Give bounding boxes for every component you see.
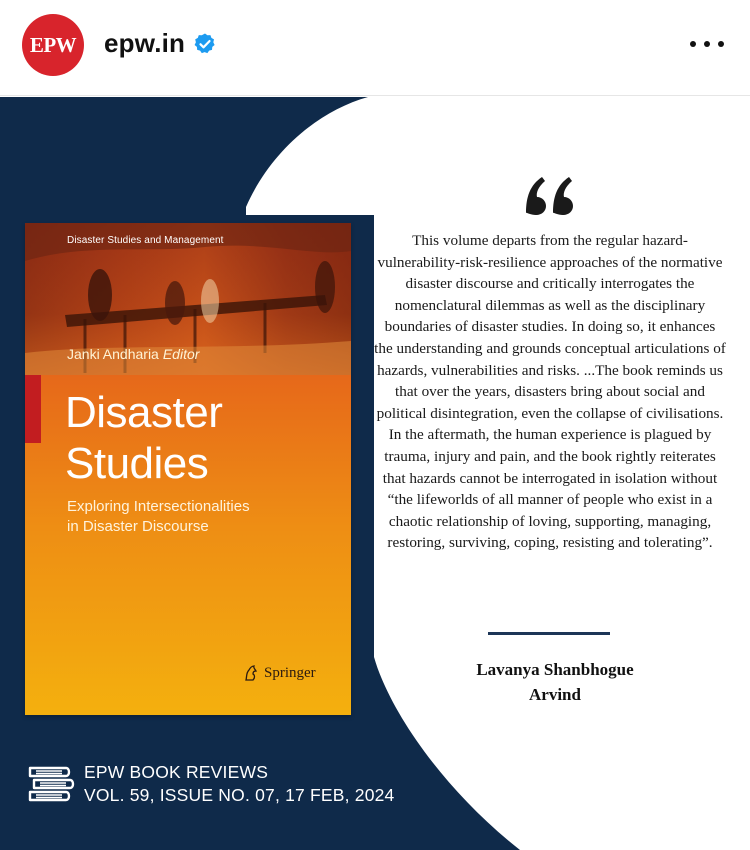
book-title-line: Studies <box>65 439 209 488</box>
avatar[interactable] <box>22 14 84 76</box>
quote-mark-icon <box>522 175 578 215</box>
reviewer-name <box>420 657 690 707</box>
book-title <box>65 387 222 489</box>
review-quote: This volume departs from the regular hazard-vulnerability-risk-resilience approaches of the normative disaster discourse and critically interrogates the nomenclatural dilemmas as well as the disciplinary boundaries of disaster studies. In doing so, it enhances the understanding and grounds conceptual articulations of hazards, vulnerabilities and risks. ...The book reminds us that over the years, disasters bring about social and political disintegration, even the collapse of civilisations. In the aftermath, the human experience is plagued by trauma, injury and pain, and the book rightly reiterates that hazards cannot be interrogated in isolation without “the lifeworlds of all manner of people who exist in a chaotic relationship of loving, supporting, managing, restoring, surviving, coping, resisting and tolerating”. <box>374 232 726 552</box>
more-dot-icon <box>704 41 710 47</box>
more-options-button[interactable] <box>690 30 724 58</box>
publisher-name: Springer <box>264 664 316 681</box>
issue-details: VOL. 59, ISSUE NO. 07, 17 FEB, 2024 <box>84 785 395 805</box>
more-dot-icon <box>718 41 724 47</box>
book-title-line: Disaster <box>65 388 223 437</box>
quote-divider <box>488 632 610 635</box>
book-cover <box>25 223 351 715</box>
cover-red-band <box>25 375 41 443</box>
editor-name: Janki Andharia <box>67 346 159 362</box>
avatar-text: EPW <box>29 32 77 57</box>
post-image[interactable] <box>0 97 750 850</box>
books-stack-icon <box>26 762 76 806</box>
reviewer-name-line: Lavanya Shanbhogue <box>476 660 634 679</box>
issue-label <box>26 761 395 807</box>
verified-badge-icon <box>193 32 217 56</box>
issue-text <box>84 761 395 807</box>
book-subtitle <box>67 497 327 537</box>
book-subtitle-line: in Disaster Discourse <box>67 518 209 535</box>
more-dot-icon <box>690 41 696 47</box>
account-name[interactable]: epw.in <box>104 28 186 58</box>
publisher-logo <box>243 664 316 682</box>
account <box>104 28 217 59</box>
cover-series-label: Disaster Studies and Management <box>67 235 224 246</box>
book-subtitle-line: Exploring Intersectionalities <box>67 498 250 515</box>
springer-horse-icon <box>243 664 259 682</box>
editor-role: Editor <box>162 346 200 362</box>
issue-series-label: EPW BOOK REVIEWS <box>84 762 269 782</box>
post-header <box>0 0 750 96</box>
reviewer-name-line: Arvind <box>529 685 581 704</box>
cover-photo <box>25 223 351 375</box>
cover-editor <box>67 346 199 362</box>
